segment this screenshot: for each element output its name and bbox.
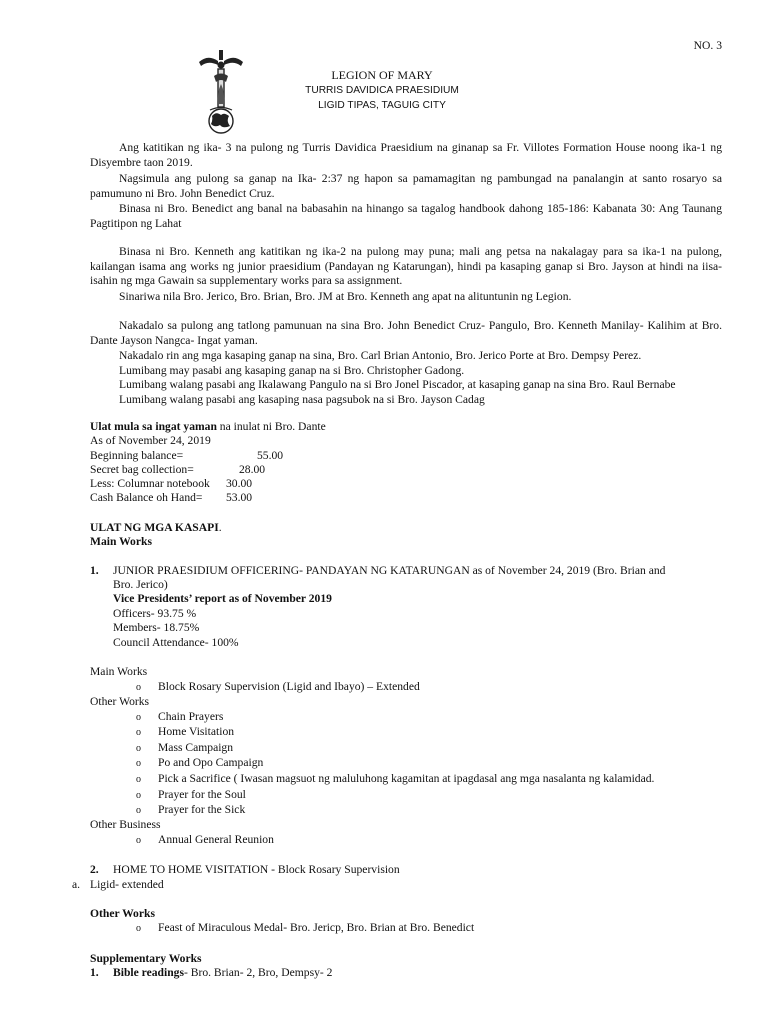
members-report-title: ULAT NG MGA KASAPI [90,521,219,534]
other-works-item: Chain Prayers [158,710,224,723]
item-2a-letter: a. [72,878,81,891]
other-works-item: Home Visitation [158,725,235,738]
item-1-title-cont: Bro. Jerico) [113,578,168,591]
item-2-number-text: 2. [90,863,99,876]
intro-paragraph-3: Binasa ni Bro. Benedict ang banal na babasahin na hinango sa tagalog handbook dahong 185-186: Kabanata 30: Ang Taunang Pagtitipon ng Lahat [90,202,722,230]
bullet-icon: o [136,743,141,754]
intro-paragraph-1: Ang katitikan ng ika- 3 na pulong ng Turris Davidica Praesidium na ginanap sa Fr. Villotes Formation House noong ika-1 ng Disyembre taon 2019. [90,141,722,169]
item-2-title: HOME TO HOME VISITATION - Block Rosary Supervision [113,863,400,876]
treasury-row-value: 28.00 [239,463,266,476]
main-works-item: Block Rosary Supervision (Ligid and Ibayo) – Extended [158,680,420,693]
bullet-icon: o [136,835,141,846]
org-title: LEGION OF MARY [331,68,433,82]
main-works-heading-text: Main Works [90,535,152,548]
absent-with-notice: Lumibang may pasabi ang kasaping ganap na si Bro. Christopher Gadong. [119,364,465,377]
members-stat: Members- 18.75% [113,621,200,634]
intro-paragraph-2: Nagsimula ang pulong sa ganap na Ika- 2:37 ng hapon sa pamamagitan ng pambungad na panalangin at santo rosaryo sa pamumuno ni Bro. John Benedict Cruz. [90,172,722,200]
treasury-heading [90,420,590,435]
other-works-item: Pick a Sacrifice ( Iwasan magsuot ng maluluhong kagamitan at ipagdasal ang mga nasalanta ng kalamidad. [158,772,655,785]
item-2-number [90,863,99,878]
praesidium-name: TURRIS DAVIDICA PRAESIDIUM [305,85,459,96]
praesidium-location: LIGID TIPAS, TAGUIG CITY [318,100,446,111]
supp-item-1-text: - Bro. Brian- 2, Bro, Dempsy- 2 [183,966,333,979]
other-works-item: Po and Opo Campaign [158,756,264,769]
intro-paragraph-4: Binasa ni Bro. Kenneth ang katitikan ng ika-2 na pulong may puna; mali ang petsa na nakalagay para sa ika-1 na pulong, kailangan isama ang works ng junior praesidium (Pandayan ng Katarungan), hindi pa kasaping ganap si Bro. Jayson at hindi na iisa-isahin ng mga Gawain sa supplementary works para sa assignment. [90,245,722,288]
other-works-item: Prayer for the Sick [158,803,246,816]
other-works-2-heading-text: Other Works [90,907,155,920]
treasury-row-value: 55.00 [257,449,284,462]
members-report-heading [90,521,222,536]
bullet-icon: o [136,923,141,934]
attendance-officers: Nakadalo sa pulong ang tatlong pamunuan na sina Bro. John Benedict Cruz- Pangulo, Bro. Kenneth Manilay- Kalihim at Bro. Dante Jayson Nangca- Ingat yaman. [90,319,722,347]
treasury-row-label: Less: Columnar notebook [90,477,210,490]
council-attendance-stat: Council Attendance- 100% [113,636,239,649]
supp-item-1-number-text: 1. [90,966,99,979]
bullet-icon: o [136,712,141,723]
bullet-icon: o [136,682,141,693]
other-works-label: Other Works [90,695,150,708]
supplementary-works-heading [90,952,202,967]
treasury-row-label: Beginning balance= [90,449,184,462]
main-works-label: Main Works [90,665,148,678]
vp-report-heading-text: Vice Presidents’ report as of November 2019 [113,592,332,605]
bullet-icon: o [136,774,141,785]
absent-without-notice-2: Lumibang walang pasabi ang kasaping nasa pagsubok na si Bro. Jayson Cadag [119,393,485,406]
treasury-as-of: As of November 24, 2019 [90,434,211,447]
bullet-icon: o [136,790,141,801]
item-1-title: JUNIOR PRAESIDIUM OFFICERING- PANDAYAN NG KATARUNGAN as of November 24, 2019 (Bro. Brian and [113,564,666,577]
bullet-icon: o [136,727,141,738]
treasury-row-label: Secret bag collection= [90,463,194,476]
other-works-item: Mass Campaign [158,741,234,754]
attendance-members: Nakadalo rin ang mga kasaping ganap na sina, Bro. Carl Brian Antonio, Bro. Jerico Porte at Bro. Dempsy Perez. [119,349,642,362]
supp-item-1-number [90,966,99,981]
main-works-heading [90,535,152,550]
other-business-item: Annual General Reunion [158,833,274,846]
bullet-icon: o [136,805,141,816]
intro-paragraph-5: Sinariwa nila Bro. Jerico, Bro. Brian, Bro. JM at Bro. Kenneth ang apat na alituntunin ng Legion. [119,290,572,303]
treasury-row-label: Cash Balance oh Hand= [90,491,203,504]
treasury-title: Ulat mula sa ingat yaman [90,420,217,433]
item-2a-text: Ligid- extended [90,878,164,891]
other-works-2-heading [90,907,155,922]
bullet-icon: o [136,758,141,769]
other-works-item: Prayer for the Soul [158,788,246,801]
supplementary-works-heading-text: Supplementary Works [90,952,202,965]
members-report-title-suffix: . [218,521,222,534]
treasury-row-value: 53.00 [226,491,253,504]
treasury-row-value: 30.00 [226,477,253,490]
legion-of-mary-logo [196,48,246,134]
item-1-number-text: 1. [90,564,99,577]
other-business-label: Other Business [90,818,161,831]
supp-item-1 [113,966,332,981]
absent-without-notice-1: Lumibang walang pasabi ang Ikalawang Pangulo na si Bro Jonel Piscador, at kasaping ganap na sina Bro. Raul Bernabe [119,378,676,391]
supp-item-1-title: Bible readings [113,966,184,979]
document-number: NO. 3 [693,39,722,52]
treasury-reporter: na inulat ni Bro. Dante [216,420,326,433]
other-works-2-item: Feast of Miraculous Medal- Bro. Jericp, Bro. Brian at Bro. Benedict [158,921,475,934]
officers-stat: Officers- 93.75 % [113,607,197,620]
item-1-number [90,564,99,579]
vp-report-heading [113,592,332,607]
